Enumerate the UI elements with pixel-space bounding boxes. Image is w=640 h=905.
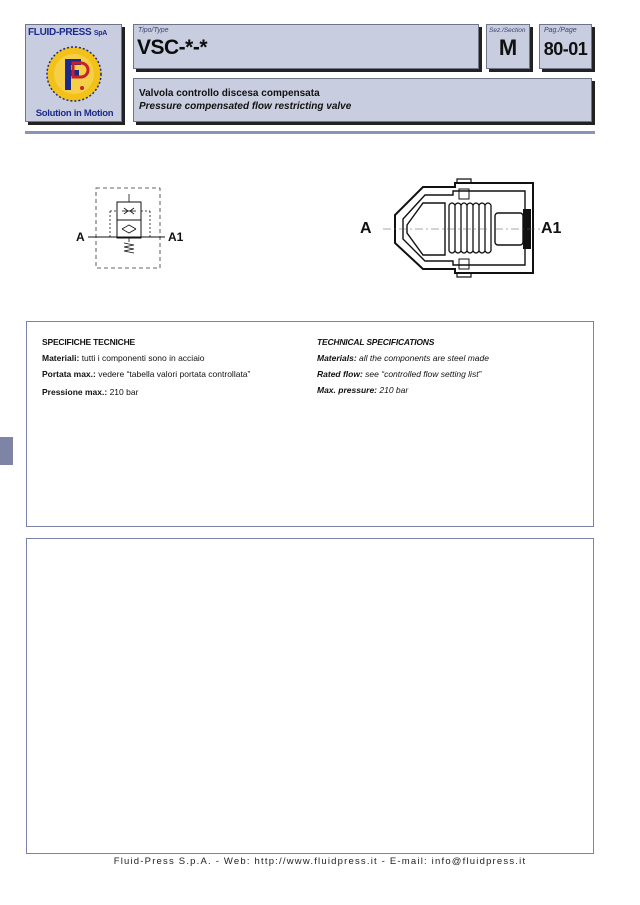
- footer-contact: Fluid-Press S.p.A. - Web: http://www.fluidpress.it - E-mail: info@fluidpress.it: [113, 856, 527, 867]
- section-value: M: [498, 35, 518, 60]
- spec-value: 210 bar: [107, 387, 139, 397]
- description-english: Pressure compensated flow restricting valve: [139, 101, 352, 112]
- symbol-port-a: A: [76, 230, 85, 244]
- logo-emblem-icon: [44, 41, 104, 107]
- specs-english: [317, 334, 489, 398]
- spec-materials-en: [317, 350, 489, 366]
- spec-value: tutti i componenti sono in acciaio: [79, 353, 205, 363]
- brand-suffix: SpA: [93, 30, 107, 37]
- symbol-port-a1: A1: [168, 230, 184, 244]
- page-value: 80-01: [543, 39, 588, 59]
- spec-label: Materiali:: [42, 353, 80, 363]
- section-label: Sez./Section: [489, 27, 526, 34]
- content-box-empty: [26, 538, 594, 854]
- type-value: VSC-*-*: [137, 36, 208, 59]
- spec-pressure-it: [42, 384, 250, 400]
- header-divider: [25, 131, 595, 134]
- specifications-box: [26, 321, 594, 527]
- company-logo: [25, 24, 122, 122]
- spec-label: Materials:: [317, 353, 357, 363]
- spec-value: see “controlled flow setting list”: [362, 369, 482, 379]
- spec-pressure-en: [317, 382, 489, 398]
- spec-label: Pressione max.:: [42, 387, 108, 397]
- spec-label: Portata max.:: [42, 369, 96, 379]
- description-italian: Valvola controllo discesa compensata: [139, 88, 320, 99]
- section-port-a: A: [360, 220, 372, 237]
- brand-name: [28, 27, 121, 38]
- spec-label: Max. pressure:: [317, 385, 377, 395]
- section-box: [486, 24, 530, 69]
- page-box: [539, 24, 592, 69]
- section-side-tab: [0, 437, 13, 465]
- specs-heading-en: TECHNICAL SPECIFICATIONS: [317, 337, 435, 347]
- brand-tagline: Solution in Motion: [35, 108, 114, 119]
- spec-flow-it: [42, 366, 250, 382]
- spec-label: Rated flow:: [317, 369, 363, 379]
- section-drawing: [355, 175, 570, 285]
- hydraulic-symbol: [70, 180, 200, 280]
- specs-heading-it: SPECIFICHE TECNICHE: [42, 337, 136, 347]
- type-box: [133, 24, 479, 69]
- spec-value: 210 bar: [377, 385, 409, 395]
- description-box: [133, 78, 592, 122]
- spec-materials-it: [42, 350, 250, 366]
- page-label: Pag./Page: [544, 27, 577, 34]
- spec-value: all the components are steel made: [356, 353, 489, 363]
- spec-value: vedere “tabella valori portata controllata”: [95, 369, 251, 379]
- section-port-a1: A1: [541, 220, 562, 237]
- spec-flow-en: [317, 366, 489, 382]
- type-label: Tipo/Type: [138, 27, 169, 34]
- valve-section-icon: [383, 175, 543, 285]
- brand-text: FLUID-PRESS: [28, 27, 92, 38]
- specs-italian: [42, 334, 250, 400]
